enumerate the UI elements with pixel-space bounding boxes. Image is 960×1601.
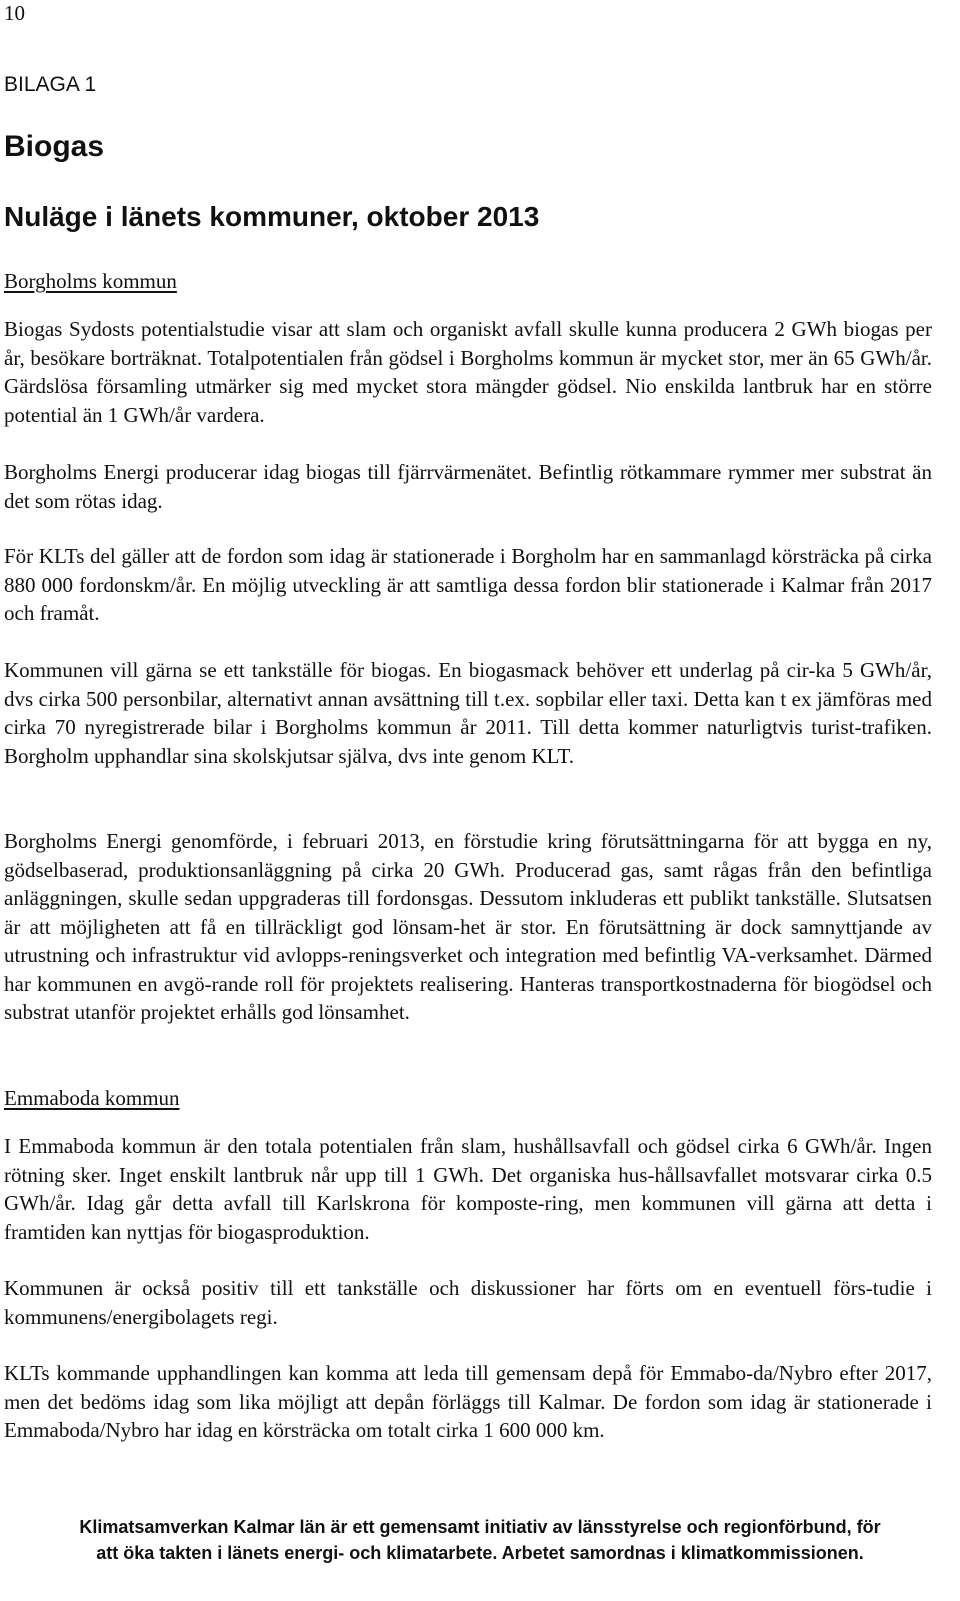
paragraph: I Emmaboda kommun är den totala potentialen från slam, hushållsavfall och gödsel cirka 6 GWh/år. Ingen rötning sker. Inget enskilt lantbruk når upp till 1 GWh. Det organiska hus-hållsavfallet motsvarar cirka 0.5 GWh/år. Idag går detta avfall till Karlskrona för komposte-ring, men kommunen vill gärna att detta i framtiden kan nyttjas för biogasproduktion. [4, 1134, 932, 1244]
paragraph: Borgholms Energi genomförde, i februari 2013, en förstudie kring förutsättningarna för att bygga en ny, gödselbaserad, produktionsanläggning på cirka 20 GWh. Producerad gas, samt rågas från den befintliga anläggningen, skulle sedan uppgraderas till fordonsgas. Dessutom inkluderas ett publikt tankställe. Slutsatsen är att möjligheten att få en tillräckligt god lönsam-het är stor. En förutsättning är dock samnyttjande av utrustning och infrastruktur vid avlopps-reningsverket och integration med befintlig VA-verksamhet. Därmed har kommunen en avgö-rande roll för projektets realisering. Hanteras transportkostnaderna för biogödsel och substrat utanför projektet erhålls god lönsamhet. [4, 829, 932, 1024]
paragraph: Kommunen är också positiv till ett tankställe och diskussioner har förts om en eventuell förs-tudie i kommunens/energibolagets regi. [4, 1276, 932, 1329]
paragraph: För KLTs del gäller att de fordon som idag är stationerade i Borgholm har en sammanlagd körsträcka på cirka 880 000 fordonskm/år. En möjlig utveckling är att samtliga dessa fordon blir stationerade i Kalmar från 2017 och framåt. [4, 544, 932, 625]
paragraph: Borgholms Energi producerar idag biogas till fjärrvärmenätet. Befintlig rötkammare rymmer mer substrat än det som rötas idag. [4, 460, 932, 513]
page-subtitle: Nuläge i länets kommuner, oktober 2013 [4, 201, 540, 232]
section-heading-emmaboda: Emmaboda kommun [4, 1086, 180, 1110]
section-heading-borgholm: Borgholms kommun [4, 269, 177, 293]
footer-line: att öka takten i länets energi- och klimatarbete. Arbetet samordnas i klimatkommissionen. [96, 1543, 864, 1563]
page-title: Biogas [4, 130, 105, 163]
paragraph: Kommunen vill gärna se ett tankställe för biogas. En biogasmack behöver ett underlag på cir-ka 5 GWh/år, dvs cirka 500 personbilar, alternativt annan avsättning till t.ex. sopbilar eller taxi. Detta kan t ex jämföras med cirka 70 nyregistrerade bilar i Borgholms kommun år 2011. Till detta kommer naturligtvis turist-trafiken. Borgholm upphandlar sina skolskjutsar själva, dvs inte genom KLT. [4, 658, 932, 768]
paragraph: Biogas Sydosts potentialstudie visar att slam och organiskt avfall skulle kunna producera 2 GWh biogas per år, besökare borträknat. Totalpotentialen från gödsel i Borgholms kommun är mycket stor, mer än 65 GWh/år. Gärdslösa församling utmärker sig med mycket stora mängder gödsel. Nio enskilda lantbruk har en större potential än 1 GWh/år vardera. [4, 317, 932, 427]
footer [0, 1514, 960, 1566]
paragraph: KLTs kommande upphandlingen kan komma att leda till gemensam depå för Emmabo-da/Nybro efter 2017, men det bedöms idag som lika möjligt att depån förläggs till Kalmar. De fordon som idag är stationerade i Emmaboda/Nybro har idag en körsträcka om totalt cirka 1 600 000 km. [4, 1361, 932, 1442]
appendix-label: BILAGA 1 [4, 73, 97, 96]
page-number: 10 [4, 1, 25, 25]
footer-line: Klimatsamverkan Kalmar län är ett gemensamt initiativ av länsstyrelse och regionförbund, för [79, 1517, 881, 1537]
